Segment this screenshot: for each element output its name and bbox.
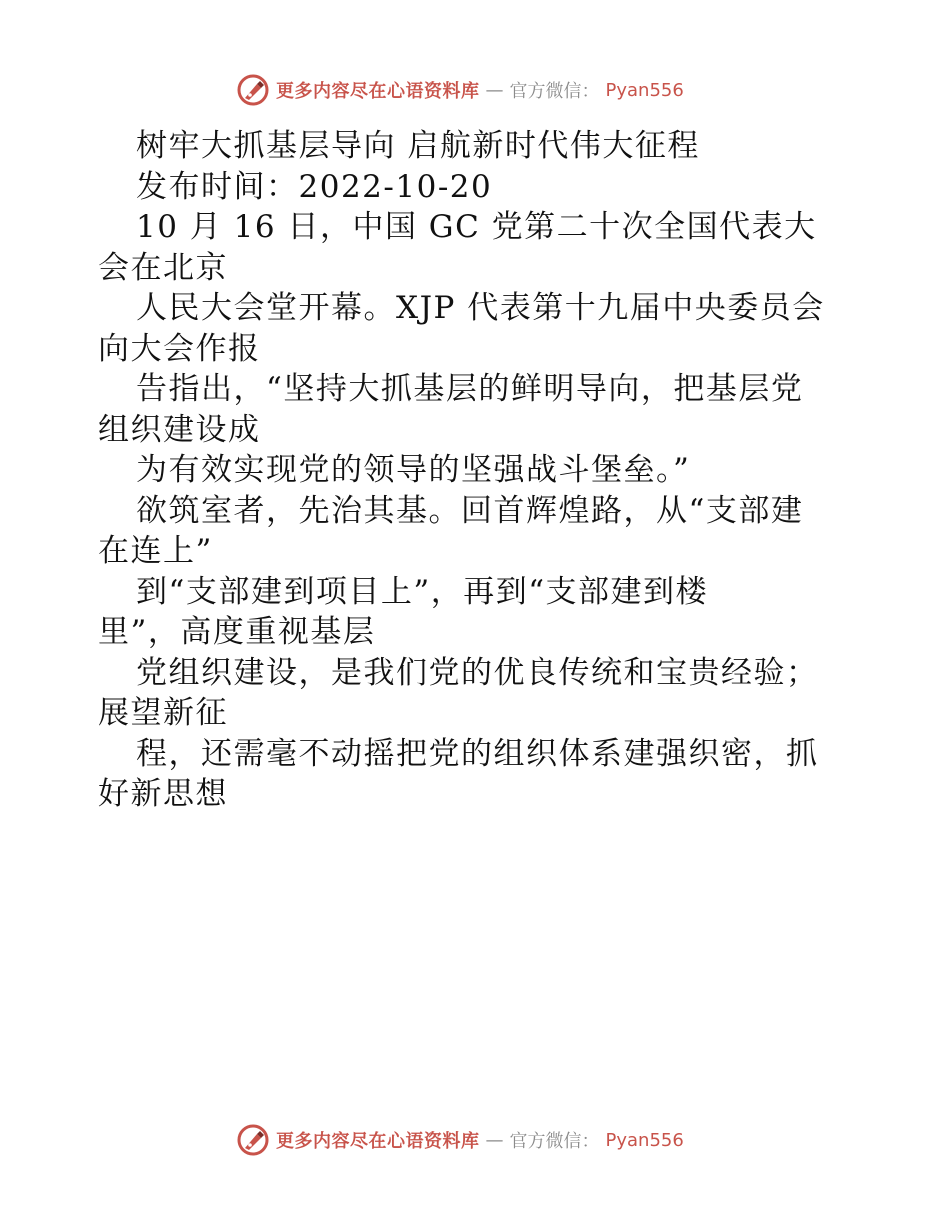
publish-date: 发布时间：2022-10-20 bbox=[136, 168, 493, 205]
paragraph-line: 为有效实现党的领导的坚强战斗堡垒。” bbox=[136, 452, 691, 488]
paragraph-line: 到“支部建到项目上”，再到“支部建到楼 bbox=[136, 573, 709, 610]
paragraph-line: 组织建设成 bbox=[98, 411, 261, 448]
paragraph-line: 党组织建设，是我们党的优良传统和宝贵经验； bbox=[136, 654, 819, 691]
watermark-main-text: 更多内容尽在心语资料库 bbox=[276, 1131, 480, 1152]
document-body bbox=[98, 126, 858, 815]
paragraph-line: 会在北京 bbox=[98, 249, 228, 286]
header-watermark bbox=[236, 72, 684, 108]
paragraph-line: 展望新征 bbox=[98, 695, 228, 731]
paragraph-line: 欲筑室者，先治其基。回首辉煌路，从“支部建 bbox=[136, 492, 804, 529]
paragraph-line: 在连上” bbox=[98, 533, 213, 569]
pen-nib-logo-icon bbox=[236, 1123, 270, 1157]
paragraph-line: 好新思想 bbox=[98, 776, 228, 812]
paragraph-line: 人民大会堂开幕。XJP 代表第十九届中央委员会 bbox=[136, 290, 825, 326]
watermark-main-text: 更多内容尽在心语资料库 bbox=[276, 81, 480, 102]
watermark-id-text: Pyan556 bbox=[605, 79, 684, 101]
pen-nib-logo-icon bbox=[236, 73, 270, 107]
paragraph-line: 向大会作报 bbox=[98, 330, 261, 367]
watermark-dash: — bbox=[485, 79, 504, 101]
watermark-sub-text: 官方微信： bbox=[509, 1131, 600, 1152]
footer-watermark bbox=[236, 1122, 684, 1158]
paragraph-line: 程，还需毫不动摇把党的组织体系建强织密，抓 bbox=[136, 735, 819, 772]
document-title: 树牢大抓基层导向 启航新时代伟大征程 bbox=[136, 128, 700, 164]
watermark-dash: — bbox=[485, 1129, 504, 1151]
watermark-id-text: Pyan556 bbox=[605, 1129, 684, 1151]
watermark-sub-text: 官方微信： bbox=[509, 81, 600, 102]
paragraph-line: 告指出，“坚持大抓基层的鲜明导向，把基层党 bbox=[136, 371, 804, 407]
paragraph-line: 里”，高度重视基层 bbox=[98, 614, 376, 650]
paragraph-line: 10 月 16 日，中国 GC 党第二十次全国代表大 bbox=[136, 209, 817, 245]
